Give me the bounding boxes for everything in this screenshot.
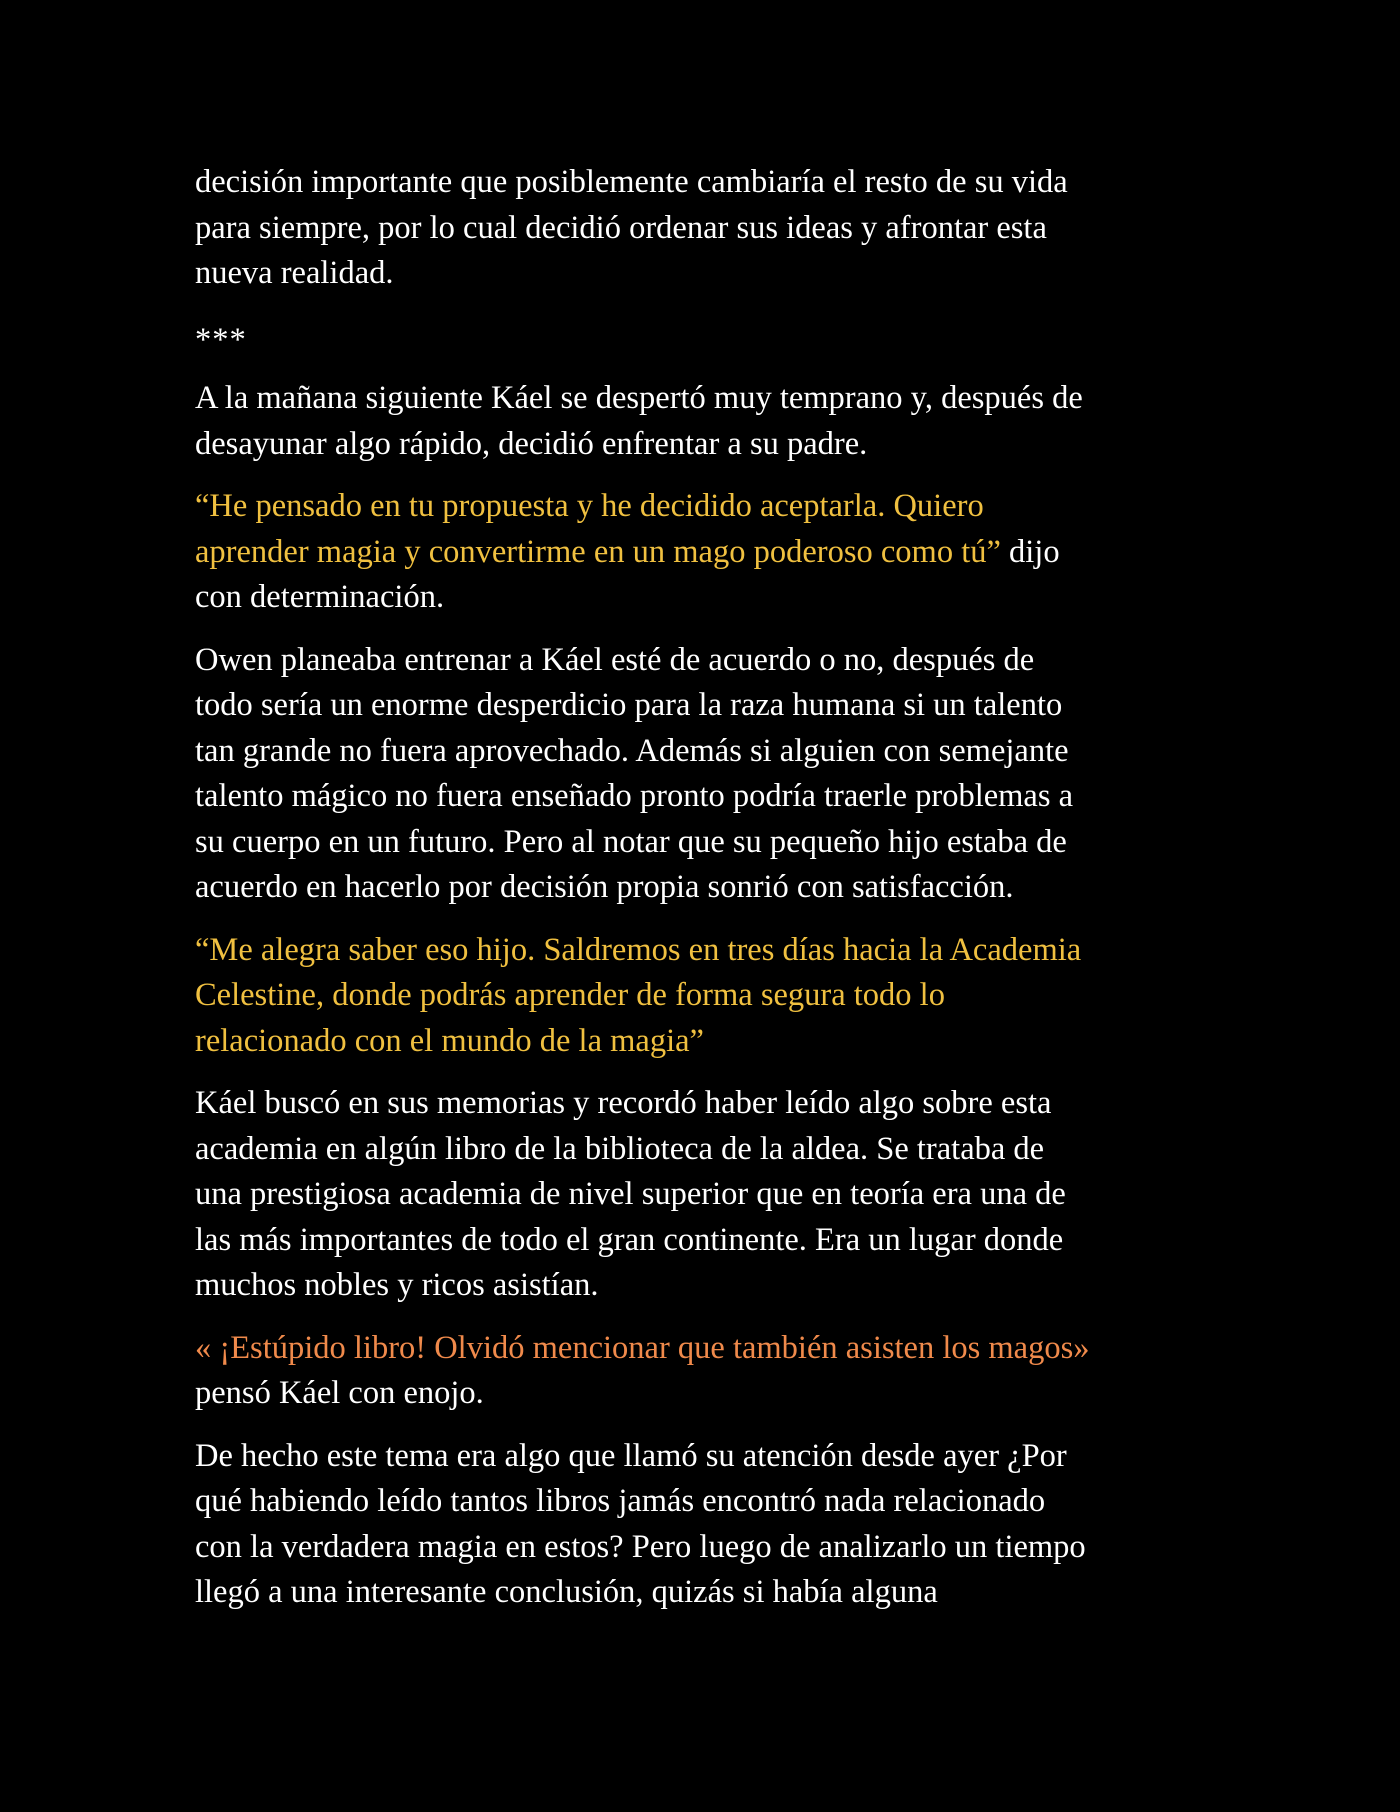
- document-page: [195, 160, 1220, 1633]
- paragraph-6: Káel buscó en sus memorias y recordó haber leído algo sobre esta academia en algún libro de la biblioteca de la aldea. Se trataba de una prestigiosa academia de nivel superior que en teoría era una de las más importantes de todo el gran continente. Era un lugar donde muchos nobles y ricos asistían.: [195, 1085, 1066, 1303]
- paragraph-7: [195, 1326, 1220, 1417]
- scene-separator: ***: [195, 321, 247, 358]
- thought-line: « ¡Estúpido libro! Olvidó mencionar que también asisten los magos»: [195, 1329, 1090, 1366]
- paragraph-1: decisión importante que posiblemente cambiaría el resto de su vida para siempre, por lo cual decidió ordenar sus ideas y afrontar esta nueva realidad.: [195, 164, 1068, 291]
- dialogue-line: “He pensado en tu propuesta y he decidido aceptarla. Quiero aprender magia y convertirme en un mago poderoso como tú”: [195, 488, 1001, 570]
- paragraph-8: De hecho este tema era algo que llamó su atención desde ayer ¿Por qué habiendo leído tantos libros jamás encontró nada relacionado con la verdadera magia en estos? Pero luego de analizarlo un tiempo llegó a una interesante conclusión, quizás si había alguna: [195, 1437, 1086, 1610]
- paragraph-2: A la mañana siguiente Káel se despertó muy temprano y, después de desayunar algo rápido, decidió enfrentar a su padre.: [195, 380, 1083, 462]
- paragraph-3: [195, 484, 1220, 621]
- paragraph-5-dialogue: “Me alegra saber eso hijo. Saldremos en tres días hacia la Academia Celestine, donde podrás aprender de forma segura todo lo relacionado con el mundo de la magia”: [195, 931, 1082, 1059]
- narration-text: dijo con determinación.: [195, 533, 1060, 615]
- narration-text: pensó Káel con enojo.: [195, 1375, 484, 1411]
- paragraph-4: Owen planeaba entrenar a Káel esté de acuerdo o no, después de todo sería un enorme desperdicio para la raza humana si un talento tan grande no fuera aprovechado. Además si alguien con semejante talento mágico no fuera enseñado pronto podría traerle problemas a su cuerpo en un futuro. Pero al notar que su pequeño hijo estaba de acuerdo en hacerlo por decisión propia sonrió con satisfacción.: [195, 641, 1074, 905]
